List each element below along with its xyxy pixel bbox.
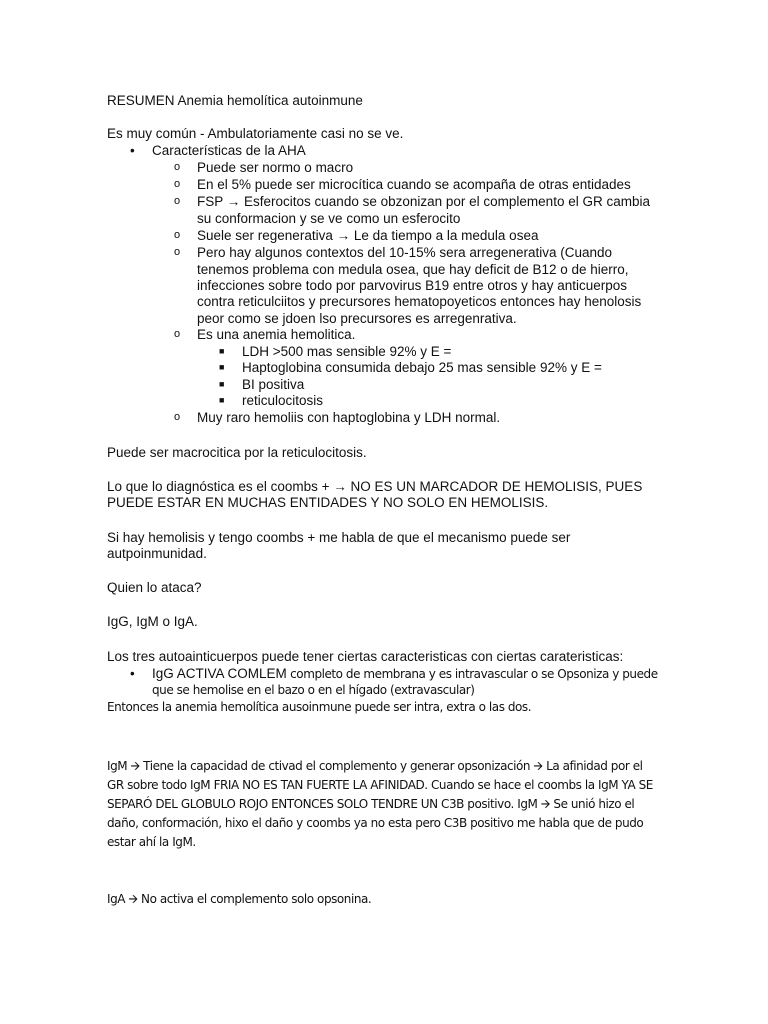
igg-item-line-1 [152,665,658,683]
paragraph-intra-extra: Entonces la anemia hemolítica ausoinmune puede ser intra, extra o las dos. [107,700,532,714]
aha-item: Muy raro hemoliis con haptoglobina y LDH normal. [197,410,501,425]
igm-line-1: IgM 🡪 Tiene la capacidad de ctivad el complemento y generar opsonización 🡪 La afinidad por el [107,759,643,773]
bullet-circle-marker: o [174,246,181,258]
bullet-circle-marker: o [174,328,181,340]
igg-item-prefix: IgG ACTIVA COMLEM [152,666,287,681]
bullet-square-marker: ■ [219,362,225,372]
aha-item-continuation: peor como se jdoen lso precursores es arregenrativa. [197,311,517,326]
aha-item-continuation: su conformacion y se ve como un esferocito [197,211,461,226]
iga-line: IgA 🡪 No activa el complemento solo opsonina. [107,892,372,906]
aha-item: Pero hay algunos contextos del 10-15% sera arregenerativa (Cuando [197,245,613,260]
igm-line-2: GR sobre todo IgM FRIA NO ES TAN FUERTE LA AFINIDAD. Cuando se hace el coombs la IgM YA SE [107,778,653,792]
aha-item: Puede ser normo o macro [197,160,354,175]
aha-item: Es una anemia hemolitica. [197,327,356,342]
hemolysis-marker-item: reticulocitosis [242,393,324,408]
paragraph-antibodies: IgG, IgM o IgA. [107,614,198,629]
paragraph-question: Quien lo ataca? [107,580,202,595]
bullet-circle-marker: o [174,411,181,423]
hemolysis-marker-item: LDH >500 mas sensible 92% y E = [242,344,452,359]
bullet-circle-marker: o [174,229,181,241]
igm-line-3: SEPARÓ DEL GLOBULO ROJO ENTONCES SOLO TENDRE UN C3B positivo. IgM 🡪 Se unió hizo el [107,797,635,811]
bullet-disc-marker: • [130,666,135,681]
hemolysis-marker-item: Haptoglobina consumida debajo 25 mas sensible 92% y E = [242,360,602,375]
aha-item: FSP → Esferocitos cuando se obzonizan por el complemento el GR cambia [197,194,650,209]
aha-item: Suele ser regenerativa → Le da tiempo a la medula osea [197,228,539,243]
bullet-circle-marker: o [174,161,181,173]
paragraph-coombs-line-2: PUEDE ESTAR EN MUCHAS ENTIDADES Y NO SOLO EN HEMOLISIS. [107,495,549,510]
paragraph-mechanism-line-1: Si hay hemolisis y tengo coombs + me habla de que el mecanismo puede ser [107,530,571,545]
paragraph-mechanism-line-2: autpoinmunidad. [107,546,207,561]
bullet-square-marker: ■ [219,346,225,356]
aha-item: En el 5% puede ser microcítica cuando se acompaña de otras entidades [197,177,631,192]
document-title: RESUMEN Anemia hemolítica autoinmune [107,93,363,108]
aha-item-continuation: infecciones sobre todo por parvovirus B19 entre otros y hay anticuerpos [197,278,627,293]
bullet-square-marker: ■ [219,395,225,405]
paragraph-coombs-line-1: Lo que lo diagnóstica es el coombs + → NO ES UN MARCADOR DE HEMOLISIS, PUES [107,479,643,494]
bullet-circle-marker: o [174,178,181,190]
bullet-square-marker: ■ [219,379,225,389]
igg-item-line-2: que se hemolise en el bazo o en el hígado (extravascular) [152,683,475,697]
paragraph-macrocitica: Puede ser macrocitica por la reticulocitosis. [107,445,367,460]
aha-heading: Características de la AHA [152,143,306,158]
aha-item-continuation: tenemos problema con medula osea, que hay deficit de B12 o de hierro, [197,262,629,277]
igm-line-5: estar ahí la IgM. [107,835,196,849]
intro-line: Es muy común - Ambulatoriamente casi no se ve. [107,126,404,141]
aha-item-continuation: contra reticulciitos y precursores hematopoyeticos entonces hay henolosis [197,294,642,309]
bullet-circle-marker: o [174,195,181,207]
bullet-disc-marker: • [130,143,135,158]
hemolysis-marker-item: BI positiva [242,377,305,392]
paragraph-characteristics: Los tres autoainticuerpos puede tener ciertas caracteristicas con ciertas carateristicas: [107,649,624,664]
igm-line-4: daño, conformación, hixo el daño y coombs ya no esta pero C3B positivo me habla que de pudo [107,816,644,830]
igg-item-rest: completo de membrana y es intravascular o se Opsoniza y puede [286,667,658,681]
